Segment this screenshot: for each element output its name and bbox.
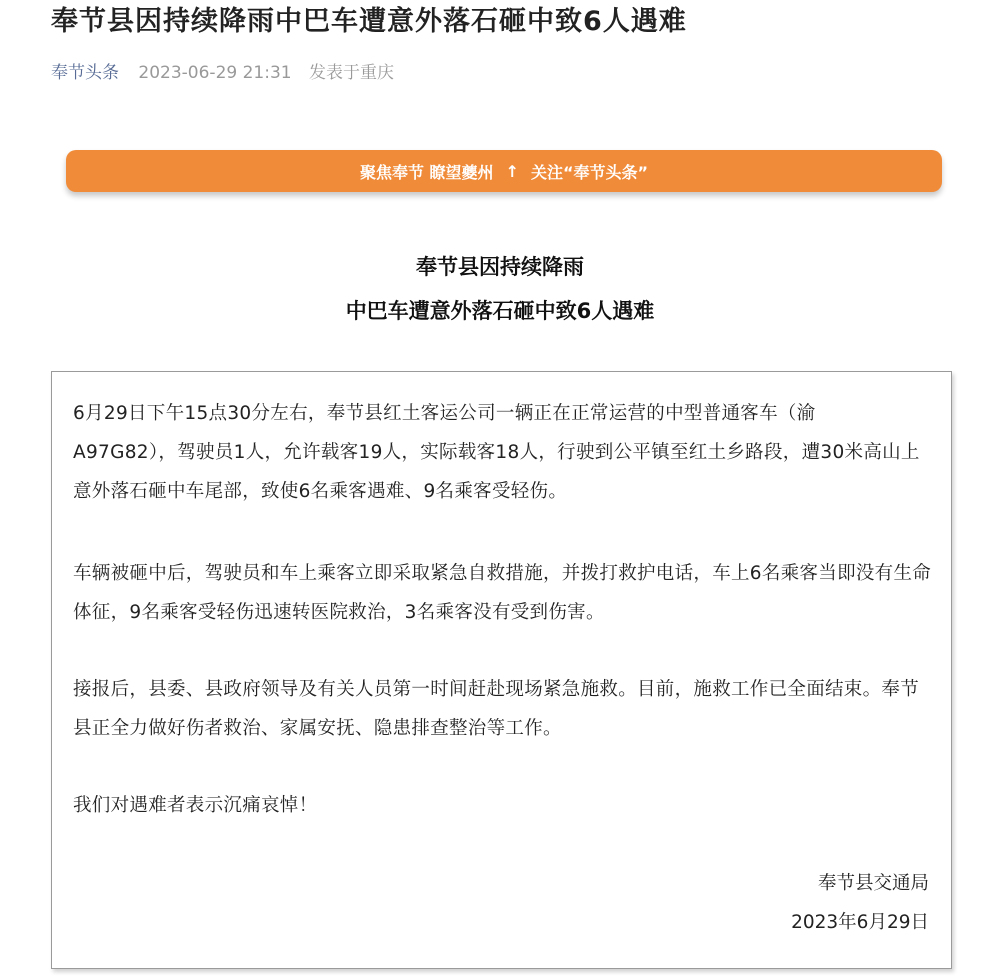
notice-paragraph: 接报后，县委、县政府领导及有关人员第一时间赶赴现场紧急施救。目前，施救工作已全面结束。奉节县正全力做好伤者救治、家属安抚、隐患排查整治等工作。 [73,679,920,739]
notice-paragraph: 车辆被砸中后，驾驶员和车上乘客立即采取紧急自救措施，并拨打救护电话，车上6名乘客当即没有生命体征，9名乘客受轻伤迅速转医院救治，3名乘客没有受到伤害。 [73,563,932,623]
account-name-link[interactable]: 奉节头条 [51,63,119,83]
notice-box [51,371,952,969]
headline-line-1: 奉节县因持续降雨 [416,255,584,279]
follow-banner[interactable] [66,150,942,192]
headline-line-2: 中巴车遭意外落石砸中致6人遇难 [345,299,655,323]
up-arrow-icon: ↑ [505,161,519,181]
article-meta [51,60,394,86]
banner-slogan: 聚焦奉节 瞭望夔州 [359,162,494,182]
article-title: 奉节县因持续降雨中巴车遭意外落石砸中致6人遇难 [51,6,687,37]
notice-paragraph: 我们对遇难者表示沉痛哀悼！ [73,795,318,816]
signature-date: 2023年6月29日 [791,912,929,933]
publish-location: 发表于重庆 [309,63,395,83]
banner-follow-text: 关注“奉节头条” [530,162,649,182]
publish-time: 2023-06-29 21:31 [138,63,292,83]
signature-organization: 奉节县交通局 [817,873,929,894]
notice-paragraph: 6月29日下午15点30分左右，奉节县红土客运公司一辆正在正常运营的中型普通客车（渝 A97G82），驾驶员1人，允许载客19人，实际载客18人，行驶到公平镇至红土乡路段，遭30米高山上意外落石砸中车尾部，致使6名乘客遇难、9名乘客受轻伤。 [73,403,920,502]
